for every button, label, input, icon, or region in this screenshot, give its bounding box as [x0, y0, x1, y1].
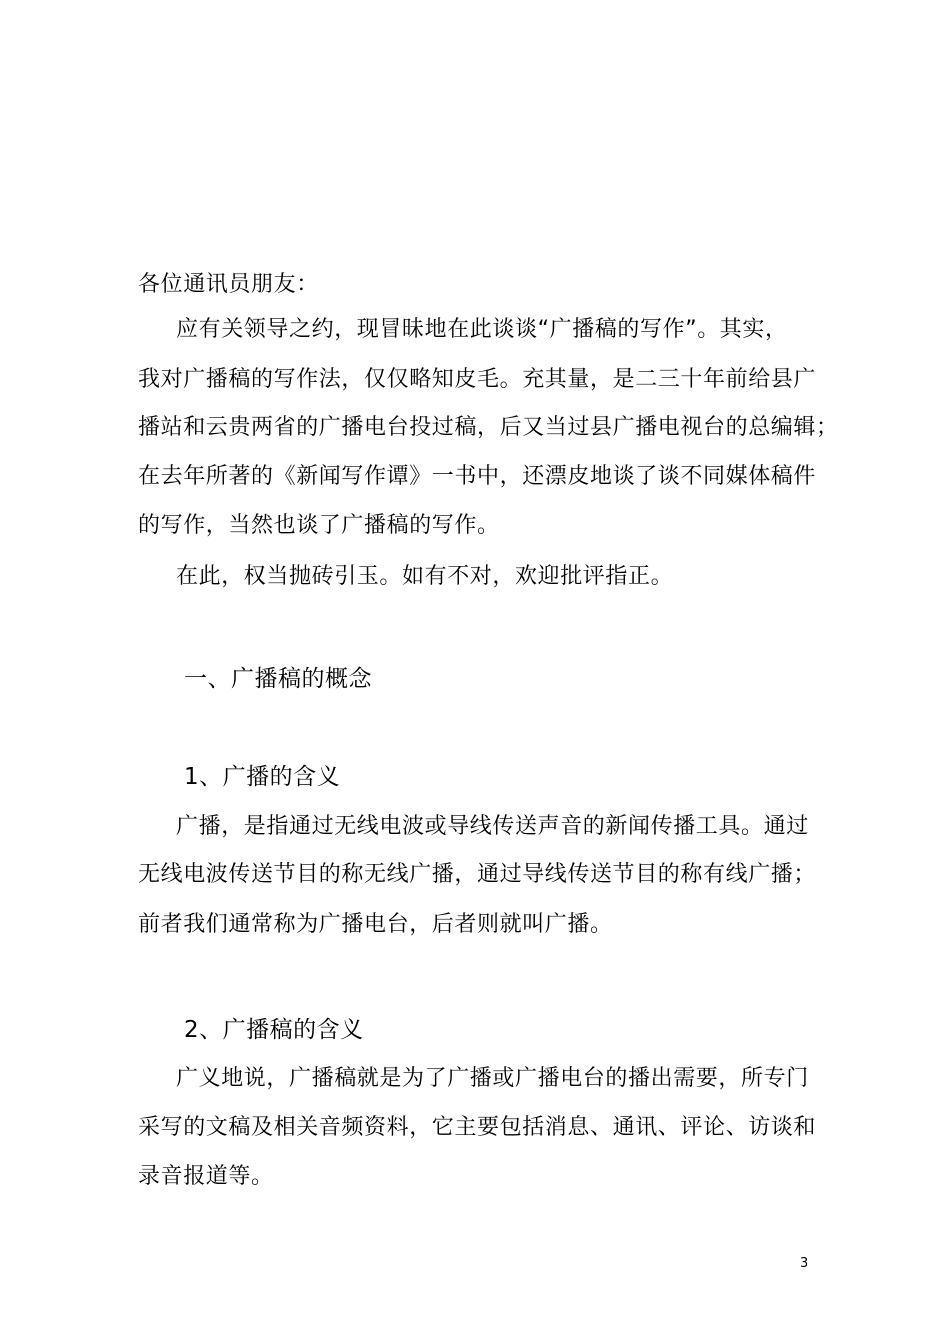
- section-heading: 一、广播稿的概念: [184, 666, 372, 692]
- intro-line-4: 在去年所著的《新闻写作谭》一书中，还漂皮地谈了谈不同媒体稿件: [138, 464, 817, 489]
- intro-line-5: 的写作，当然也谈了广播稿的写作。: [138, 513, 500, 538]
- paragraph-line: 录音报道等。: [138, 1164, 274, 1189]
- salutation: 各位通讯员朋友：: [138, 272, 319, 297]
- paragraph-line: 广义地说，广播稿就是为了广播或广播电台的播出需要，所专门: [176, 1066, 809, 1091]
- paragraph-line: 无线电波传送节目的称无线广播，通过导线传送节目的称有线广播；: [138, 862, 817, 887]
- paragraph-line: 前者我们通常称为广播电台，后者则就叫广播。: [138, 912, 613, 937]
- paragraph-line: 采写的文稿及相关音频资料，它主要包括消息、通讯、评论、访谈和: [138, 1115, 817, 1140]
- intro-line-1: 应有关领导之约，现冒昧地在此谈谈“广播稿的写作”。其实，: [176, 317, 788, 342]
- paragraph-line: 广播，是指通过无线电波或导线传送声音的新闻传播工具。通过: [176, 814, 809, 839]
- subsection-heading: 2、广播稿的含义: [184, 1017, 364, 1043]
- intro-line-2: 我对广播稿的写作法，仅仅略知皮毛。充其量，是二三十年前给县广: [138, 367, 817, 392]
- intro-line-3: 播站和云贵两省的广播电台投过稿，后又当过县广播电视台的总编辑；: [138, 415, 839, 440]
- subsection-heading: 1、广播的含义: [184, 764, 341, 790]
- closing-paragraph: 在此，权当抛砖引玉。如有不对，欢迎批评指正。: [176, 564, 674, 589]
- page-number: 3: [800, 1256, 809, 1271]
